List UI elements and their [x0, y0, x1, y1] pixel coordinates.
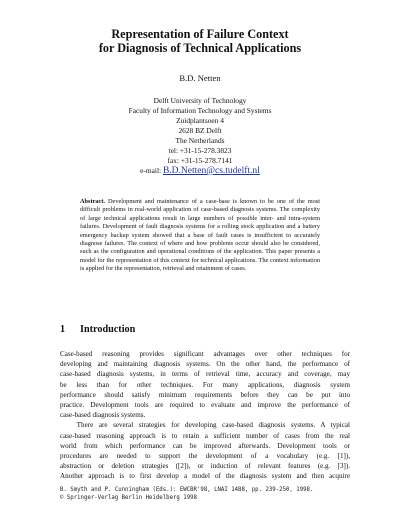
abstract-line: as the configuration and operational conditions of the application. This paper	[93, 248, 293, 256]
body-text	[60, 349, 350, 482]
affiliation-postcode: 2628 BZ Delft	[178, 126, 222, 135]
body-line: practice. Development tools are required to evaluate and improve the performance of	[60, 401, 350, 410]
abstract-line: The context information is applied for the representation, retrieval and	[80, 256, 320, 273]
abstract-line: Development and maintenance of a case-base is known to be one of	[107, 198, 295, 205]
author-name: B.D. Netten	[179, 73, 221, 83]
body-line: be less than for other techniques. For many applications, diagnosis system	[60, 380, 350, 389]
affiliation-country: The Netherlands	[175, 136, 225, 145]
abstract-line: the most difficult problems in real-world application of case-based diagnosis	[80, 198, 320, 214]
paper-title-line-2: for Diagnosis of Technical Applications	[98, 41, 302, 55]
body-line: case-based diagnosis systems, in terms of retrieval time, accuracy and coverage, may	[60, 370, 350, 379]
email-label: e-mail:	[140, 166, 162, 175]
body-line: world from which performance can be improved afterwards. Development tools or	[60, 441, 350, 450]
email-link[interactable]: B.D.Netten@cs.tudelft.nl	[162, 166, 260, 176]
abstract-line: retainment of cases.	[196, 265, 247, 273]
body-line: developing and maintaining diagnosis systems. On the other hand, the performance of	[60, 360, 350, 369]
body-line: Another approach is to first develop a model of the diagnosis system and then acquire	[60, 472, 350, 481]
body-line: performance should satisfy minimum requirements before they can be put into	[60, 390, 350, 399]
abstract-text	[80, 198, 320, 272]
affiliation-tel: tel: +31-15-278.3823	[168, 146, 232, 155]
body-line: There are several strategies for developing case-based diagnosis systems. A typical	[60, 421, 350, 430]
affiliation-faculty: Faculty of Information Technology and Systems	[128, 106, 272, 115]
affiliation-block	[0, 96, 400, 176]
email-line	[0, 166, 400, 176]
affiliation-university: Delft University of Technology	[153, 96, 247, 105]
citation-footer	[60, 486, 360, 502]
section-heading	[60, 324, 135, 336]
abstract-line: The context of where and how problems occur should also be considered, such	[80, 240, 320, 256]
body-line: case-based reasoning approach is to retain a sufficient number of cases from the real	[60, 431, 350, 440]
abstract-label: Abstract.	[80, 198, 106, 205]
body-line: abstraction or deletion strategies ([2]), or induction of relevant features (e.g. [3]).	[60, 462, 350, 471]
section-number: 1	[60, 324, 66, 335]
body-line: procedures are needed to support the development of a vocabulary (e.g. [1]),	[60, 452, 350, 461]
abstract-line: showed that a base of fault cases is insufficient to accurately diagnose failures.	[80, 231, 320, 248]
footer-copyright: © Springer-Verlag Berlin Heidelberg 1998	[60, 495, 197, 501]
abstract-line: of possible inter- and intra-system failures. Development of fault diagnosis	[80, 214, 321, 231]
abstract-line: systems. The complexity of large technical applications result in large numbers	[80, 206, 321, 222]
body-line: case-based diagnosis systems.	[60, 411, 146, 420]
affiliation-fax: fax: +31-15-278.7141	[167, 156, 233, 165]
abstract-line: presents a model for the representation of this context for technical applications.	[80, 248, 321, 264]
abstract-line: systems for a rolling stock application and a battery emergency backup system	[80, 223, 320, 239]
footer-citation: B. Smyth and P. Cunningham (Eds.): EWCBR'98, LNAI 1488, pp. 239-250, 1998.	[60, 487, 314, 493]
abstract	[80, 198, 320, 274]
affiliation-street: Zuidplantsoen 4	[176, 116, 224, 125]
body-line: Case-based reasoning provides significant advantages over other techniques for	[60, 350, 350, 358]
section-title: Introduction	[80, 324, 136, 335]
paper-title-line-1: Representation of Failure Context	[111, 27, 289, 41]
